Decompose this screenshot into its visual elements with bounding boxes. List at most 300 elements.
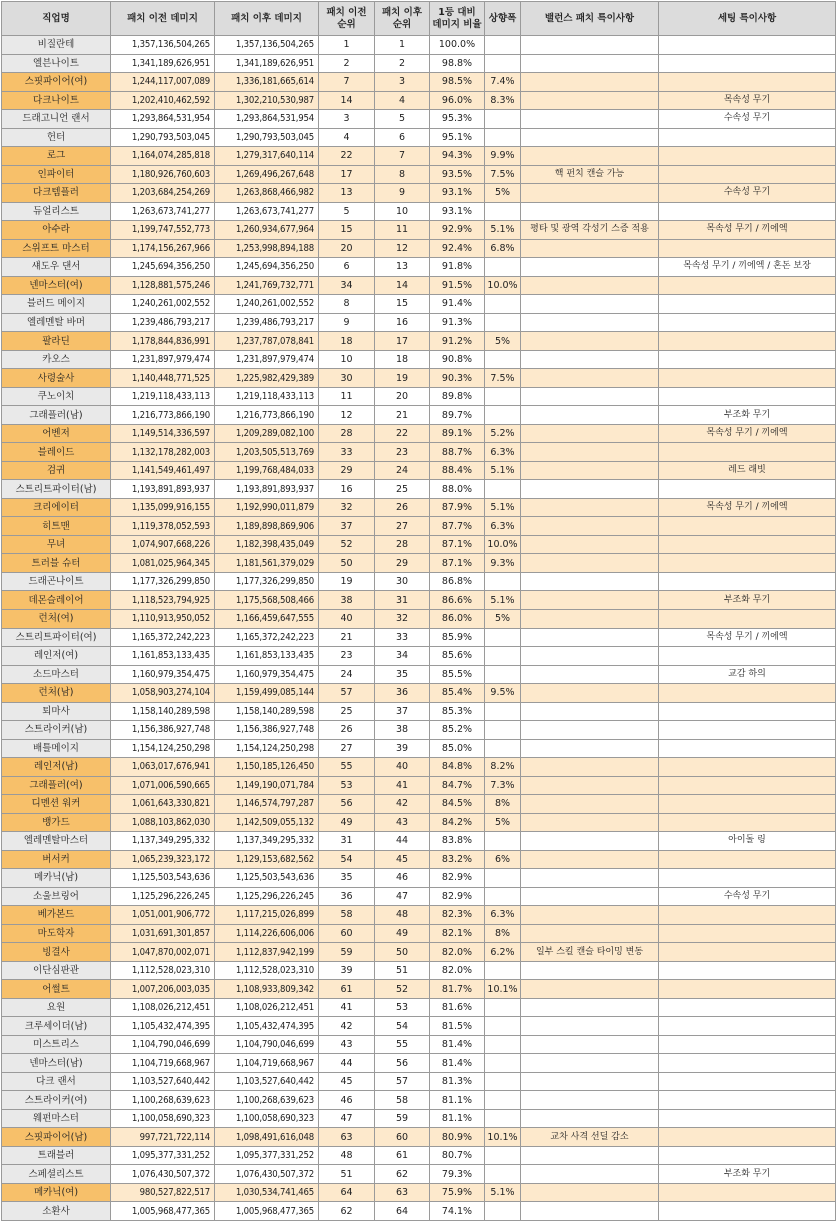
ratio-cell: 86.8% [430,572,485,591]
rank-before-cell: 48 [319,1146,375,1165]
table-row [2,424,836,443]
balance-note-cell [521,498,659,517]
damage-after-cell: 1,290,793,503,045 [215,128,319,147]
job-cell: 무녀 [2,535,111,554]
rank-after-cell: 39 [375,739,430,758]
rank-before-cell: 20 [319,239,375,258]
damage-after-cell: 1,156,386,927,748 [215,721,319,740]
ratio-cell: 86.0% [430,609,485,628]
increase-cell: 5.2% [485,424,521,443]
table-row [2,572,836,591]
ratio-cell: 82.9% [430,869,485,888]
job-cell: 메카닉(남) [2,869,111,888]
balance-note-cell [521,295,659,314]
ratio-cell: 74.1% [430,1202,485,1221]
rank-before-cell: 19 [319,572,375,591]
rank-after-cell: 46 [375,869,430,888]
damage-before-cell: 1,031,691,301,857 [111,924,215,943]
damage-after-cell: 1,112,528,023,310 [215,961,319,980]
damage-before-cell: 1,128,881,575,246 [111,276,215,295]
rank-after-cell: 52 [375,980,430,999]
increase-cell: 6.2% [485,943,521,962]
damage-after-cell: 1,263,868,466,982 [215,184,319,203]
damage-before-cell: 1,219,118,433,113 [111,387,215,406]
header-rank-before: 패치 이전 순위 [319,2,375,36]
ratio-cell: 88.0% [430,480,485,499]
damage-before-cell: 1,156,386,927,748 [111,721,215,740]
damage-after-cell: 1,150,185,126,450 [215,758,319,777]
table-row [2,1165,836,1184]
table-row [2,702,836,721]
damage-before-cell: 1,141,549,461,497 [111,461,215,480]
rank-before-cell: 30 [319,369,375,388]
balance-note-cell [521,369,659,388]
increase-cell [485,128,521,147]
damage-before-cell: 1,137,349,295,332 [111,832,215,851]
setting-note-cell [659,128,836,147]
ratio-cell: 86.6% [430,591,485,610]
ratio-cell: 90.3% [430,369,485,388]
setting-note-cell [659,387,836,406]
rank-after-cell: 47 [375,887,430,906]
table-row [2,258,836,277]
balance-note-cell: 평타 및 광역 각성기 스증 적용 [521,221,659,240]
increase-cell: 5% [485,813,521,832]
balance-note-cell [521,869,659,888]
damage-before-cell: 1,095,377,331,252 [111,1146,215,1165]
rank-after-cell: 64 [375,1202,430,1221]
job-cell: 소드마스터 [2,665,111,684]
increase-cell [485,387,521,406]
damage-before-cell: 1,161,853,133,435 [111,647,215,666]
ratio-cell: 96.0% [430,91,485,110]
balance-note-cell [521,480,659,499]
balance-note-cell [521,665,659,684]
setting-note-cell [659,535,836,554]
job-cell: 엘븐나이트 [2,54,111,73]
setting-note-cell [659,1072,836,1091]
rank-before-cell: 44 [319,1054,375,1073]
damage-before-cell: 1,103,527,640,442 [111,1072,215,1091]
rank-after-cell: 55 [375,1035,430,1054]
ratio-cell: 95.1% [430,128,485,147]
damage-before-cell: 1,149,514,336,597 [111,424,215,443]
setting-note-cell: 부조화 무기 [659,1165,836,1184]
ratio-cell: 80.7% [430,1146,485,1165]
header-after-damage: 패치 이후 데미지 [215,2,319,36]
rank-before-cell: 58 [319,906,375,925]
increase-cell [485,572,521,591]
balance-note-cell [521,350,659,369]
rank-before-cell: 45 [319,1072,375,1091]
table-row [2,1109,836,1128]
balance-note-cell [521,758,659,777]
ratio-cell: 80.9% [430,1128,485,1147]
ratio-cell: 84.2% [430,813,485,832]
job-cell: 섀도우 댄서 [2,258,111,277]
rank-after-cell: 22 [375,424,430,443]
rank-after-cell: 28 [375,535,430,554]
job-cell: 레인저(남) [2,758,111,777]
increase-cell [485,36,521,55]
balance-note-cell [521,684,659,703]
setting-note-cell [659,702,836,721]
damage-before-cell: 1,110,913,950,052 [111,609,215,628]
rank-before-cell: 31 [319,832,375,851]
damage-after-cell: 1,260,934,677,964 [215,221,319,240]
rank-before-cell: 26 [319,721,375,740]
setting-note-cell: 수속성 무기 [659,887,836,906]
setting-note-cell [659,998,836,1017]
job-cell: 레인저(여) [2,647,111,666]
job-cell: 스트리트파이터(여) [2,628,111,647]
table-row [2,665,836,684]
rank-after-cell: 30 [375,572,430,591]
rank-before-cell: 36 [319,887,375,906]
ratio-cell: 85.4% [430,684,485,703]
rank-after-cell: 60 [375,1128,430,1147]
setting-note-cell [659,517,836,536]
increase-cell [485,961,521,980]
setting-note-cell: 목속성 무기 / 끼에엑 / 혼돈 보장 [659,258,836,277]
job-cell: 팔라딘 [2,332,111,351]
setting-note-cell [659,443,836,462]
damage-before-cell: 1,165,372,242,223 [111,628,215,647]
table-row [2,332,836,351]
rank-after-cell: 2 [375,54,430,73]
rank-before-cell: 39 [319,961,375,980]
balance-note-cell [521,702,659,721]
rank-before-cell: 4 [319,128,375,147]
balance-note-cell [521,276,659,295]
setting-note-cell [659,647,836,666]
damage-before-cell: 1,007,206,003,035 [111,980,215,999]
increase-cell: 5.1% [485,221,521,240]
rank-after-cell: 15 [375,295,430,314]
setting-note-cell [659,239,836,258]
rank-before-cell: 51 [319,1165,375,1184]
rank-after-cell: 43 [375,813,430,832]
ratio-cell: 94.3% [430,147,485,166]
increase-cell [485,1109,521,1128]
table-row [2,387,836,406]
rank-before-cell: 37 [319,517,375,536]
rank-before-cell: 32 [319,498,375,517]
rank-after-cell: 24 [375,461,430,480]
ratio-cell: 90.8% [430,350,485,369]
damage-after-cell: 1,103,527,640,442 [215,1072,319,1091]
rank-before-cell: 21 [319,628,375,647]
rank-before-cell: 54 [319,850,375,869]
table-row [2,128,836,147]
damage-after-cell: 1,269,496,267,648 [215,165,319,184]
job-cell: 스핏파이어(남) [2,1128,111,1147]
rank-before-cell: 17 [319,165,375,184]
damage-after-cell: 1,112,837,942,199 [215,943,319,962]
header-increase: 상향폭 [485,2,521,36]
increase-cell [485,1035,521,1054]
damage-before-cell: 1,180,926,760,603 [111,165,215,184]
job-cell: 베가본드 [2,906,111,925]
damage-before-cell: 1,160,979,354,475 [111,665,215,684]
table-row [2,54,836,73]
job-cell: 검귀 [2,461,111,480]
ratio-cell: 93.5% [430,165,485,184]
rank-after-cell: 25 [375,480,430,499]
balance-note-cell [521,258,659,277]
damage-before-cell: 1,193,891,893,937 [111,480,215,499]
damage-after-cell: 1,117,215,026,899 [215,906,319,925]
balance-note-cell [521,332,659,351]
setting-note-cell [659,554,836,573]
rank-before-cell: 62 [319,1202,375,1221]
job-cell: 런처(여) [2,609,111,628]
damage-before-cell: 1,051,001,906,772 [111,906,215,925]
job-cell: 크루세이더(남) [2,1017,111,1036]
increase-cell [485,702,521,721]
damage-after-cell: 1,189,898,869,906 [215,517,319,536]
job-cell: 다크템플러 [2,184,111,203]
job-cell: 아수라 [2,221,111,240]
damage-after-cell: 1,341,189,626,951 [215,54,319,73]
setting-note-cell [659,1091,836,1110]
job-cell: 스트리트파이터(남) [2,480,111,499]
increase-cell [485,998,521,1017]
balance-note-cell [521,517,659,536]
ratio-cell: 84.8% [430,758,485,777]
balance-note-cell [521,832,659,851]
rank-before-cell: 5 [319,202,375,221]
damage-before-cell: 1,125,296,226,245 [111,887,215,906]
job-cell: 인파이터 [2,165,111,184]
rank-after-cell: 17 [375,332,430,351]
increase-cell: 10.1% [485,1128,521,1147]
damage-after-cell: 1,100,268,639,623 [215,1091,319,1110]
increase-cell [485,739,521,758]
balance-note-cell: 일부 스킬 캔슬 타이밍 변동 [521,943,659,962]
table-row [2,776,836,795]
ratio-cell: 81.4% [430,1054,485,1073]
ratio-cell: 87.9% [430,498,485,517]
ratio-cell: 87.7% [430,517,485,536]
table-row [2,443,836,462]
table-row [2,91,836,110]
damage-after-cell: 1,240,261,002,552 [215,295,319,314]
ratio-cell: 82.0% [430,943,485,962]
damage-after-cell: 1,146,574,797,287 [215,795,319,814]
increase-cell: 5% [485,184,521,203]
table-row [2,202,836,221]
header-before-damage: 패치 이전 데미지 [111,2,215,36]
setting-note-cell: 부조화 무기 [659,406,836,425]
increase-cell [485,1017,521,1036]
damage-after-cell: 1,216,773,866,190 [215,406,319,425]
ratio-cell: 91.2% [430,332,485,351]
rank-after-cell: 27 [375,517,430,536]
setting-note-cell [659,906,836,925]
rank-before-cell: 60 [319,924,375,943]
rank-before-cell: 27 [319,739,375,758]
increase-cell [485,647,521,666]
setting-note-cell [659,609,836,628]
balance-note-cell [521,721,659,740]
setting-note-cell [659,1109,836,1128]
rank-before-cell: 16 [319,480,375,499]
job-cell: 엘레멘탈마스터 [2,832,111,851]
rank-after-cell: 6 [375,128,430,147]
damage-after-cell: 1,149,190,071,784 [215,776,319,795]
ratio-cell: 83.8% [430,832,485,851]
setting-note-cell [659,54,836,73]
header-job: 직업명 [2,2,111,36]
increase-cell [485,628,521,647]
rank-before-cell: 25 [319,702,375,721]
rank-before-cell: 6 [319,258,375,277]
job-cell: 히트맨 [2,517,111,536]
increase-cell: 5.1% [485,498,521,517]
damage-after-cell: 1,219,118,433,113 [215,387,319,406]
setting-note-cell [659,758,836,777]
rank-after-cell: 19 [375,369,430,388]
table-row [2,313,836,332]
table-row [2,517,836,536]
setting-note-cell: 목속성 무기 / 끼에엑 [659,498,836,517]
damage-before-cell: 1,202,410,462,592 [111,91,215,110]
table-row [2,924,836,943]
increase-cell [485,1054,521,1073]
damage-before-cell: 1,135,099,916,155 [111,498,215,517]
damage-after-cell: 1,125,296,226,245 [215,887,319,906]
rank-after-cell: 21 [375,406,430,425]
balance-note-cell [521,554,659,573]
damage-after-cell: 1,253,998,894,188 [215,239,319,258]
balance-note-cell [521,461,659,480]
ratio-cell: 75.9% [430,1183,485,1202]
rank-after-cell: 48 [375,906,430,925]
balance-note-cell [521,1183,659,1202]
job-cell: 버서커 [2,850,111,869]
damage-after-cell: 1,225,982,429,389 [215,369,319,388]
damage-after-cell: 1,030,534,741,465 [215,1183,319,1202]
ratio-cell: 87.1% [430,554,485,573]
job-cell: 소환사 [2,1202,111,1221]
ratio-cell: 82.0% [430,961,485,980]
increase-cell [485,1165,521,1184]
balance-note-cell [521,776,659,795]
rank-after-cell: 34 [375,647,430,666]
increase-cell: 5.1% [485,461,521,480]
rank-before-cell: 34 [319,276,375,295]
job-cell: 마도학자 [2,924,111,943]
header-row [2,2,836,36]
ratio-cell: 89.1% [430,424,485,443]
rank-after-cell: 35 [375,665,430,684]
rank-after-cell: 38 [375,721,430,740]
increase-cell: 9.9% [485,147,521,166]
setting-note-cell: 목속성 무기 / 끼에엑 [659,424,836,443]
job-cell: 스트라이커(여) [2,1091,111,1110]
job-cell: 빙결사 [2,943,111,962]
rank-before-cell: 1 [319,36,375,55]
damage-table [1,1,836,1221]
setting-note-cell: 교감 하의 [659,665,836,684]
rank-after-cell: 32 [375,609,430,628]
table-row [2,350,836,369]
balance-note-cell: 교차 사격 선딜 감소 [521,1128,659,1147]
damage-before-cell: 1,240,261,002,552 [111,295,215,314]
rank-after-cell: 58 [375,1091,430,1110]
balance-note-cell [521,906,659,925]
damage-after-cell: 1,114,226,606,006 [215,924,319,943]
damage-before-cell: 1,063,017,676,941 [111,758,215,777]
rank-after-cell: 14 [375,276,430,295]
increase-cell: 6.8% [485,239,521,258]
increase-cell: 6% [485,850,521,869]
balance-note-cell [521,443,659,462]
ratio-cell: 91.4% [430,295,485,314]
setting-note-cell [659,73,836,92]
job-cell: 트래블러 [2,1146,111,1165]
ratio-cell: 82.9% [430,887,485,906]
balance-note-cell [521,647,659,666]
rank-after-cell: 53 [375,998,430,1017]
balance-note-cell [521,924,659,943]
rank-before-cell: 18 [319,332,375,351]
table-row [2,609,836,628]
balance-note-cell [521,387,659,406]
balance-note-cell [521,961,659,980]
balance-note-cell [521,147,659,166]
damage-after-cell: 1,125,503,543,636 [215,869,319,888]
job-cell: 드래고니언 랜서 [2,110,111,129]
rank-after-cell: 49 [375,924,430,943]
table-row [2,1072,836,1091]
rank-after-cell: 40 [375,758,430,777]
rank-after-cell: 42 [375,795,430,814]
damage-before-cell: 980,527,822,517 [111,1183,215,1202]
increase-cell [485,1091,521,1110]
job-cell: 크리에이터 [2,498,111,517]
rank-before-cell: 29 [319,461,375,480]
rank-before-cell: 42 [319,1017,375,1036]
setting-note-cell [659,572,836,591]
increase-cell: 10.1% [485,980,521,999]
increase-cell [485,313,521,332]
rank-before-cell: 53 [319,776,375,795]
damage-before-cell: 1,357,136,504,265 [111,36,215,55]
rank-after-cell: 11 [375,221,430,240]
rank-before-cell: 8 [319,295,375,314]
rank-before-cell: 33 [319,443,375,462]
job-cell: 소울브링어 [2,887,111,906]
ratio-cell: 89.8% [430,387,485,406]
table-row [2,165,836,184]
job-cell: 어썰트 [2,980,111,999]
job-cell: 스트라이커(남) [2,721,111,740]
increase-cell: 7.5% [485,369,521,388]
rank-before-cell: 59 [319,943,375,962]
damage-after-cell: 1,192,990,011,879 [215,498,319,517]
setting-note-cell: 아이돌 링 [659,832,836,851]
job-cell: 그래플러(남) [2,406,111,425]
table-row [2,1054,836,1073]
table-row [2,1183,836,1202]
job-cell: 블러드 메이지 [2,295,111,314]
table-row [2,943,836,962]
damage-before-cell: 1,112,528,023,310 [111,961,215,980]
table-row [2,498,836,517]
rank-before-cell: 52 [319,535,375,554]
